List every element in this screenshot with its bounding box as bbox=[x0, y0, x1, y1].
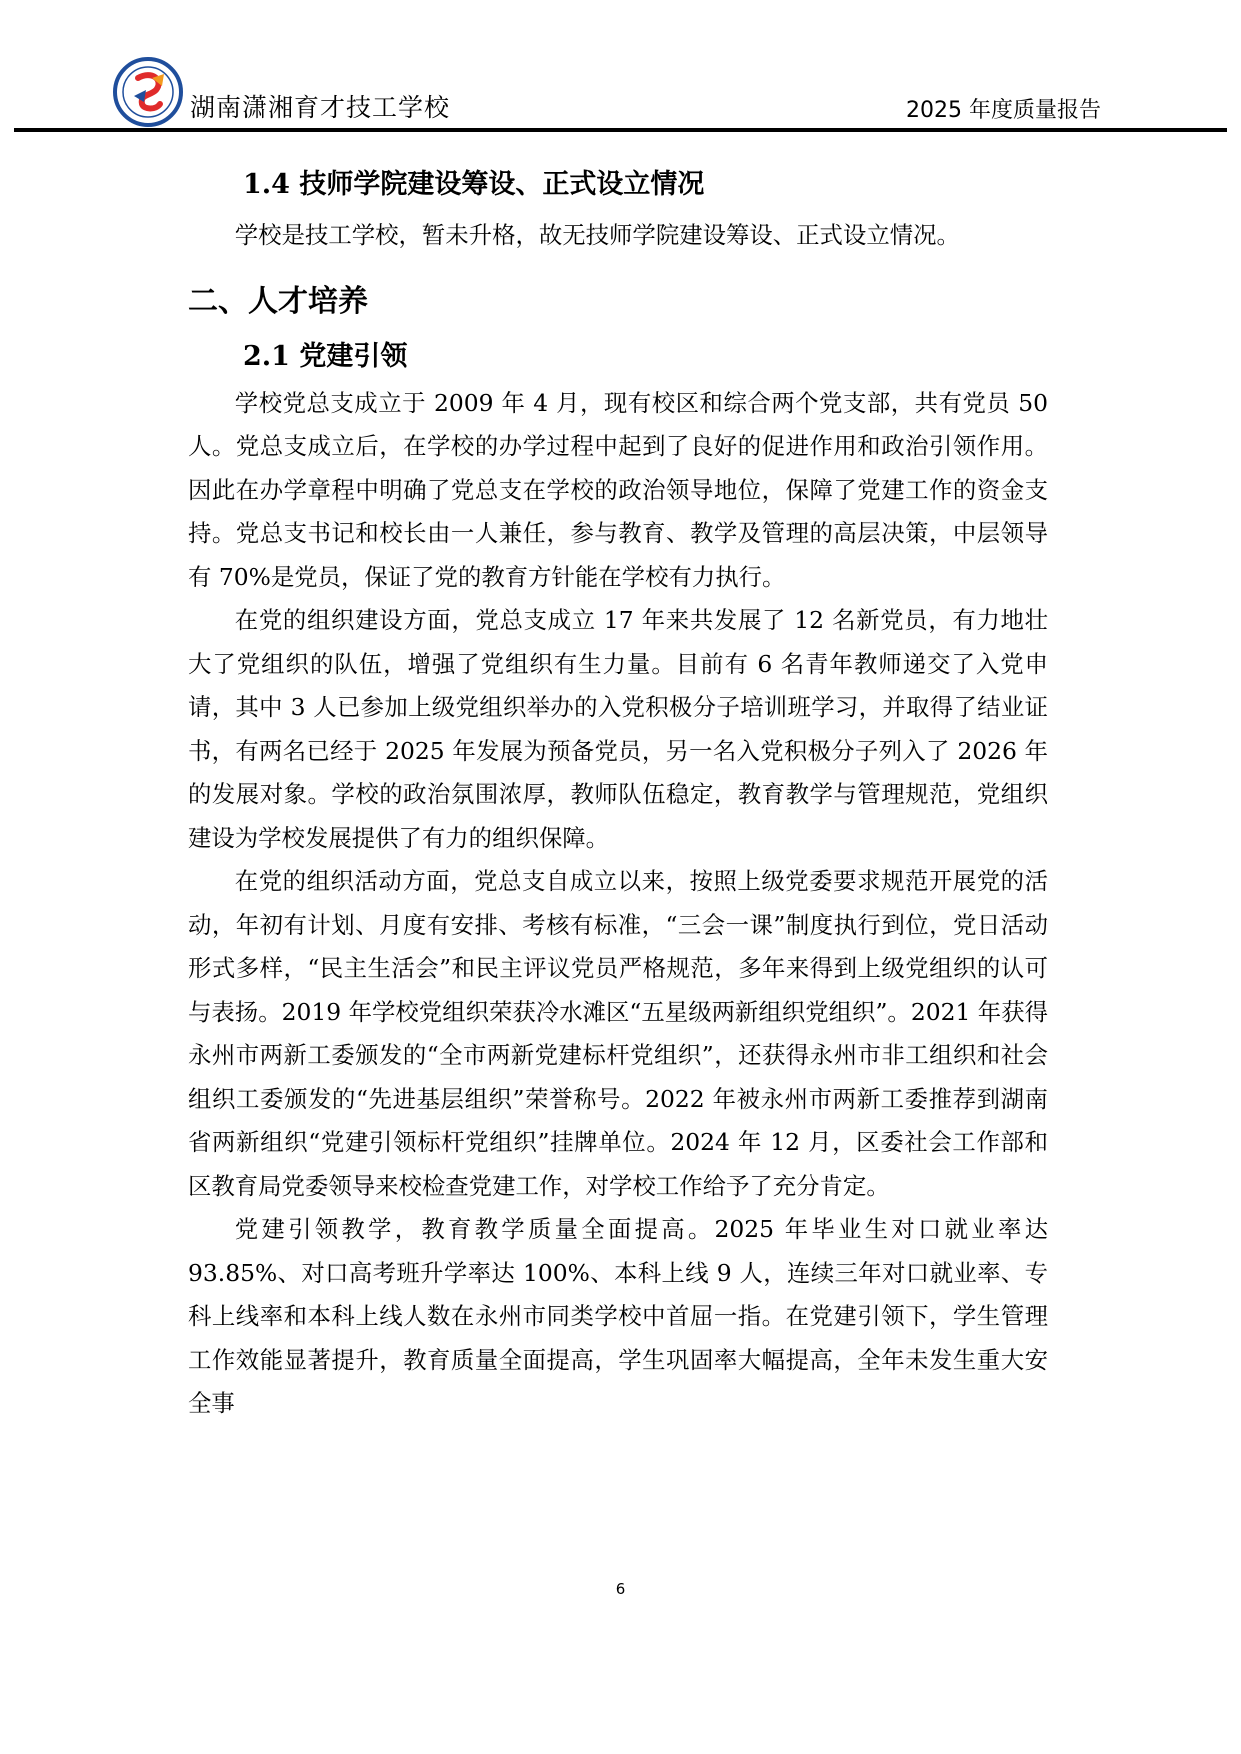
section-2-heading: 二、人才培养 bbox=[188, 283, 368, 319]
paragraph-party-branch: 学校党总支成立于 2009 年 4 月，现有校区和综合两个党支部，共有党员 50 人。党总支成立后，在学校的办学过程中起到了良好的促进作用和政治引领作用。因此在办学章程中明确了党总支在学校的政治领导地位，保障了党建工作的资金支持。党总支书记和校长由一人兼任，参与教育、教学及管理的高层决策，中层领导有 70%是党员，保证了党的教育方针能在学校有力执行。 bbox=[188, 388, 1048, 591]
section-1-4-paragraph: 学校是技工学校，暂未升格，故无技师学院建设筹设、正式设立情况。 bbox=[234, 221, 960, 249]
header-divider bbox=[14, 128, 1227, 132]
paragraph-organization-building: 在党的组织建设方面，党总支成立 17 年来共发展了 12 名新党员，有力地壮大了党组织的队伍，增强了党组织有生力量。目前有 6 名青年教师递交了入党申请，其中 3 人已参加上级党组织举办的入党积极分子培训班学习，并取得了结业证书，有两名已经于 2025 年发展为预备党员，另一名入党积极分子列入了 2026 年的发展对象。学校的政治氛围浓厚，教师队伍稳定，教育教学与管理规范，党组织建设为学校发展提供了有力的组织保障。 bbox=[188, 606, 1048, 852]
page-number: 6 bbox=[615, 1580, 626, 1598]
paragraph-organization-activities: 在党的组织活动方面，党总支自成立以来，按照上级党委要求规范开展党的活动，年初有计划、月度有安排、考核有标准，“三会一课”制度执行到位，党日活动形式多样，“民主生活会”和民主评议党员严格规范，多年来得到上级党组织的认可与表扬。2019 年学校党组织荣获冷水滩区“五星级两新组织党组织”。2021 年获得永州市两新工委颁发的“全市两新党建标杆党组织”，还获得永州市非工组织和社会组织工委颁发的“先进基层组织”荣誉称号。2022 年被永州市两新工委推荐到湖南省两新组织“党建引领标杆党组织”挂牌单位。2024 年 12 月，区委社会工作部和区教育局党委领导来校检查党建工作，对学校工作给予了充分肯定。 bbox=[188, 867, 1048, 1200]
section-1-4-heading: 1.4 技师学院建设筹设、正式设立情况 bbox=[243, 169, 705, 200]
section-2-1-heading: 2.1 党建引领 bbox=[243, 340, 408, 372]
school-name: 湖南潇湘育才技工学校 bbox=[190, 93, 451, 122]
school-logo-icon bbox=[112, 56, 184, 128]
report-title: 2025 年度质量报告 bbox=[906, 98, 1101, 123]
paragraph-teaching-quality: 党建引领教学，教育教学质量全面提高。2025 年毕业生对口就业率达 93.85%、对口高考班升学率达 100%、本科上线 9 人，连续三年对口就业率、专科上线率和本科上线人数在永州市同类学校中首屈一指。在党建引领下，学生管理工作效能显著提升，教育质量全面提高，学生巩固率大幅提高，全年未发生重大安全事 bbox=[188, 1215, 1048, 1417]
document-body bbox=[188, 160, 1048, 1426]
page-header bbox=[0, 0, 1241, 140]
